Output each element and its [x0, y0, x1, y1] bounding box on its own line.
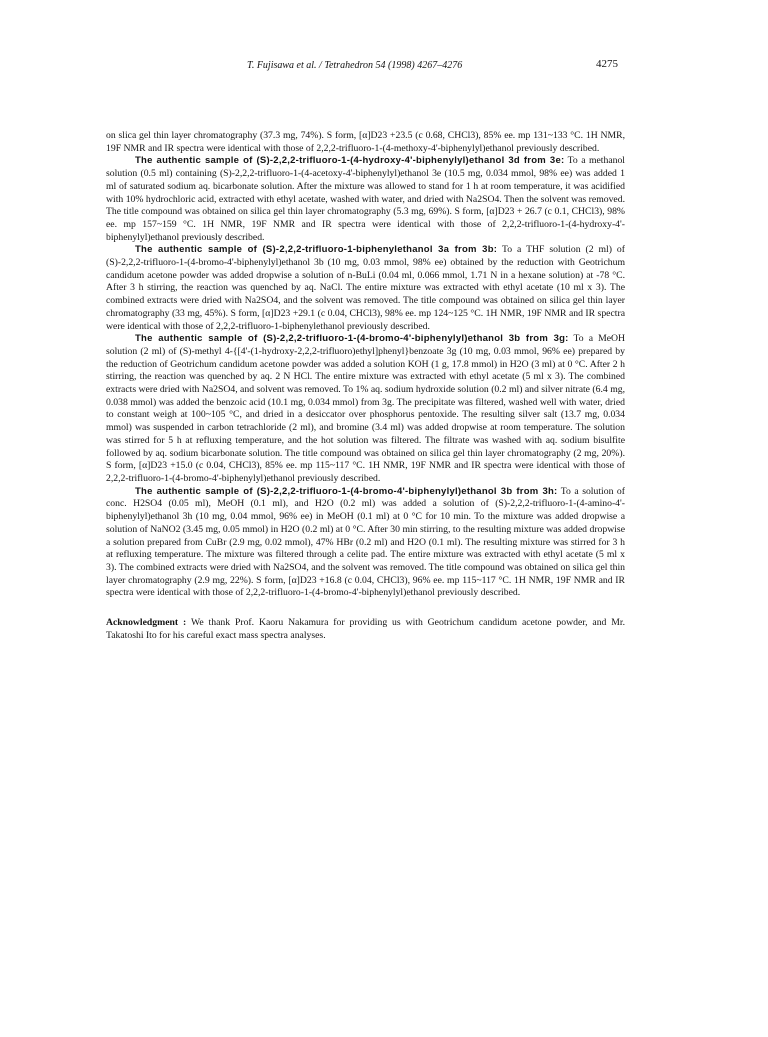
paragraph-text: To a THF solution (2 ml) of (S)-2,2,2-trifluoro-1-(4-bromo-4'-biphenylyl)ethanol 3b (10 mg, 0.03 mmol, 98% ee) obtained by the reduction with Geotrichum candidum acetone powder was added dropwise a solution of n-BuLi (0.04 ml, 0.066 mmol, 1.71 N in a hexane solution) at -78 °C. After 3 h stirring, the reaction was quenched by aq. NaCl. The entire mixture was extracted with ethyl acetate (10 ml x 3). The combined extracts were dried with Na2SO4, and the solvent was removed. The title compound was obtained on silica gel thin layer chromatography (33 mg, 45%). S form, [α]D23 +29.1 (c 0.04, CHCl3), 98% ee. mp 124~125 °C. 1H NMR, 19F NMR and IR spectra were identical with those of 2,2,2-trifluoro-1-biphenylethanol previously described.: [106, 244, 625, 332]
running-head: T. Fujisawa et al. / Tetrahedron 54 (1998) 4267–4276: [247, 60, 463, 71]
paragraph-continued: [106, 130, 625, 155]
acknowledgment-text: We thank Prof. Kaoru Nakamura for providing us with Geotrichum candidum acetone powder, and Mr. Takatoshi Ito for his careful exact mass spectra analyses.: [106, 617, 626, 641]
acknowledgment-label: Acknowledgment :: [106, 617, 187, 629]
paragraph-text: To a solution of conc. H2SO4 (0.05 ml), MeOH (0.1 ml), and H2O (0.2 ml) was added a solution of (S)-2,2,2-trifluoro-1-(4-amino-4'-biphenylyl)ethanol 3h (10 mg, 0.04 mmol, 96% ee) in MeOH (0.1 ml) at 0 °C for 10 min. To the mixture was added dropwise a solution of NaNO2 (3.45 mg, 0.05 mmol) in H2O (0.2 ml) at 0 °C. After 30 min stirring, to the resulting mixture was added dropwise a solution prepared from CuBr (2.9 mg, 0.02 mmol), 47% HBr (0.2 ml) and H2O (0.1 ml). The resulting mixture was stirred for 3 h at refluxing temperature. The mixture was filtered through a celite pad. The entire mixture was extracted with ethyl acetate (5 ml x 3). The combined extracts were dried with Na2SO4, and the solvent was removed. The title compound was obtained on silica gel thin layer chromatography (2.9 mg, 22%). S form, [α]D23 +16.8 (c 0.04, CHCl3), 96% ee. mp 115~117 °C. 1H NMR, 19F NMR and IR spectra were identical with those of 2,2,2-trifluoro-1-(4-bromo-4'-biphenylyl)ethanol previously described.: [106, 485, 625, 599]
paragraph-3b-from-3h: [106, 486, 625, 600]
paragraph-text: on slica gel thin layer chromatography (37.3 mg, 74%). S form, [α]D23 +23.5 (c 0.68, CHCl3), 85% ee. mp 131~133 °C. 1H NMR, 19F NMR and IR spectra were identical with those of 2,2,2-trifluoro-1-(4-methoxy-4'-biphenylyl)ethanol previously described.: [106, 130, 625, 154]
paragraph-text: To a MeOH solution (2 ml) of (S)-methyl 4-{[4'-(1-hydroxy-2,2,2-trifluoro)ethyl]phenyl}benzoate 3g (10 mg, 0.03 mmol, 96% ee) prepared by the reduction of Geotrichum candidum acetone powder was added a solution KOH (1 g, 17.8 mmol) in H2O (3 ml) at 0 °C. After 2 h stirring, the reaction was quenched by aq. 2 N HCl. The entire mixture was extracted with ethyl acetate (5 ml x 3). The combined extracts were dried with Na2SO4, and solvent was removed. To 1% aq. sodium hydroxide solution (0.2 ml) and silver nitrate (6.4 mg, 0.038 mmol) was added the benzoic acid (10.1 mg, 0.034 mmol) from 3g. The precipitate was filtered, washed well with water, dried to constant weigh at 100~105 °C, and dried in a desiccator over phosphorus pentoxide. The resulting silver salt (13.7 mg, 0.034 mmol) was suspended in carbon tetrachloride (2 ml), and bromine (3.4 ml) was added dropwise at room temperature. The solution was stirred for 5 h at refluxing temperature, and the hot solution was filtered. The filtrate was washed with aq. sodium bisulfite followed by aq. sodium bicarbonate solution. The title compound was obtained on silica gel thin layer chromatography (2 mg, 20%). S form, [α]D23 +15.0 (c 0.04, CHCl3), 85% ee. mp 115~117 °C. 1H NMR, 19F NMR and IR spectra were identical with those of 2,2,2-trifluoro-1-(4-bromo-4'-biphenylyl)ethanol previously described.: [106, 333, 626, 484]
paragraph-heading: The authentic sample of (S)-2,2,2-trifluoro-1-(4-hydroxy-4'-biphenylyl)ethanol 3d from 3e:: [135, 155, 565, 167]
paragraph-heading: The authentic sample of (S)-2,2,2-trifluoro-1-(4-bromo-4'-biphenylyl)ethanol 3b from 3g:: [135, 333, 569, 345]
page-number: 4275: [596, 58, 618, 70]
paragraph-3d-from-3e: [106, 155, 625, 244]
paragraph-heading: The authentic sample of (S)-2,2,2-trifluoro-1-(4-bromo-4'-biphenylyl)ethanol 3b from 3h:: [135, 485, 558, 497]
paragraph-text: To a methanol solution (0.5 ml) containing (S)-2,2,2-trifluoro-1-(4-acetoxy-4'-biphenylyl)ethanol 3e (10.5 mg, 0.034 mmol, 98% ee) was added 1 ml of saturated sodium aq. bicarbonate solution. After the mixture was allowed to stand for 1 h at room temperature, it was acidified with 10% hydrochloric acid, extracted with ethyl acetate, washed with water, and dried with Na2SO4. Then the solvent was removed. The title compound was obtained on silica gel thin layer chromatography (5.3 mg, 69%). S form, [α]D23 + 26.7 (c 0.1, CHCl3), 98% ee. mp 157~159 °C. 1H NMR, 19F NMR and IR spectra were identical with those of 2,2,2-trifluoro-1-(4-hydroxy-4'-biphenylyl)ethanol previously described.: [106, 155, 625, 243]
acknowledgment: [106, 617, 625, 642]
paragraph-3b-from-3g: [106, 333, 625, 485]
paragraph-heading: The authentic sample of (S)-2,2,2-trifluoro-1-biphenylethanol 3a from 3b:: [135, 244, 498, 256]
body-text: [106, 130, 625, 642]
paragraph-3a-from-3b: [106, 244, 625, 333]
